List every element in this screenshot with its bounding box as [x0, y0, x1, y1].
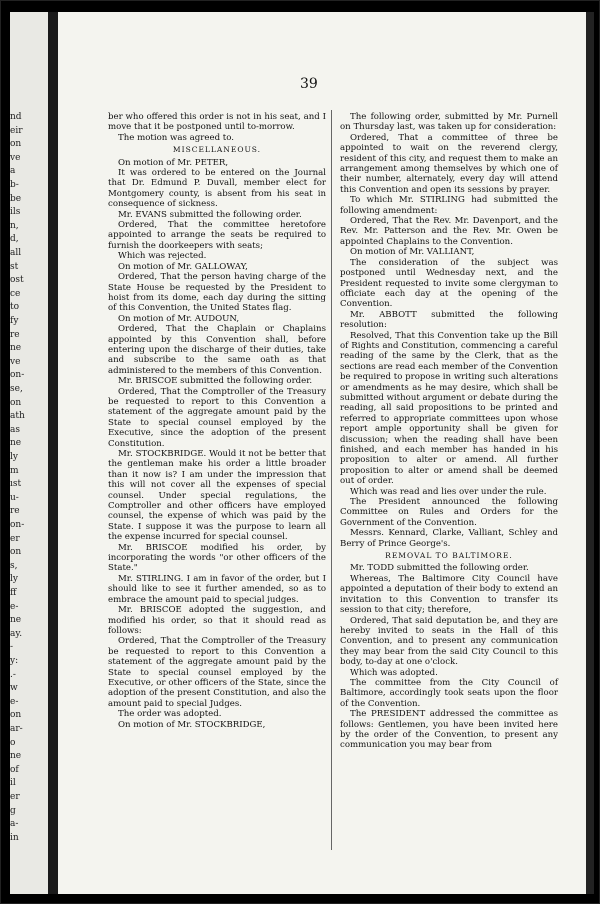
paragraph: Which was adopted.	[350, 667, 438, 678]
paragraph: On motion of Mr. STOCKBRIDGE,	[118, 719, 266, 730]
paragraph: The order was adopted.	[118, 709, 222, 720]
sliver-fragment: ly	[10, 452, 18, 462]
sliver-fragment: d,	[10, 234, 19, 245]
paragraph: The motion was agreed to.	[118, 132, 235, 143]
paragraph: On motion of Mr. AUDOUN,	[118, 313, 240, 324]
sliver-fragment: ne	[10, 615, 22, 626]
paragraph: MISCELLANEOUS.	[172, 145, 262, 155]
paragraph: Mr. BRISCOE adopted the suggestion, and modified his order, so that it should read as follows:	[108, 605, 326, 636]
sliver-fragment: st	[10, 261, 19, 272]
sliver-fragment: ly	[10, 574, 18, 585]
sliver-fragment: m	[10, 465, 19, 476]
sliver-fragment: on	[10, 710, 22, 721]
sliver-fragment: a-	[10, 819, 19, 830]
sliver-fragment: eir	[10, 125, 23, 136]
sliver-fragment: re	[10, 329, 20, 340]
paragraph: Ordered, That the Comptroller of the Treasury be requested to report to this Convention a statement of the aggregate amount paid by the State to special counsel employed by the Executive, since the adoption of the present Constitution.	[108, 386, 326, 449]
sliver-fragment: ils	[10, 207, 21, 218]
paragraph: Mr. STIRLING. I am in favor of the order, but I should like to see it further amended, so as to embrace the amount paid to special judges.	[108, 573, 326, 605]
paragraph: Mr. TODD submitted the following order.	[350, 563, 529, 574]
paragraph: Ordered, That the person having charge of the State House be requested by the President to hoist from its dome, each day during the sitting of this Convention, the United States flag.	[108, 272, 326, 314]
paragraph: Ordered, That the Chaplain or Chaplains appointed by this Convention shall, before entering upon the discharge of their duties, take and subscribe to the same oath as that administered to the members of this Convention.	[108, 324, 326, 376]
paragraph: The consideration of the subject was postponed until Wednesday next, and the President requested to invite some clergyman to officiate each day at the opening of the Convention.	[340, 257, 558, 310]
paragraph: Which was rejected.	[118, 251, 207, 262]
sliver-fragment: ne	[10, 438, 22, 449]
sliver-fragment: all	[10, 248, 22, 258]
paragraph: It was ordered to be entered on the Journal that Dr. Edmund P. Duvall, member elect for Montgomery county, is absent from his seat in consequence of sickness.	[108, 168, 326, 210]
paragraph: The following order, submitted by Mr. Purnell on Thursday last, was taken up for consideration:	[340, 112, 558, 133]
sliver-fragment: il	[10, 778, 16, 789]
paragraph: The President announced the following Committee on Rules and Orders for the Government of the Convention.	[340, 497, 558, 528]
paragraph: Ordered, That said deputation be, and they are hereby invited to seats in the Hall of this Convention, and to present any communication they may bear from the said City Council to this body, to-day at one o'clock.	[340, 615, 558, 668]
sliver-fragment: e-	[10, 601, 19, 612]
paragraph: Ordered, That the Rev. Mr. Davenport, and the Rev. Mr. Patterson and the Rev. Mr. Owen be appointed Chaplains to the Convention.	[340, 216, 558, 247]
sliver-fragment: w	[10, 683, 18, 694]
sliver-fragment: of	[10, 764, 19, 775]
document-page	[58, 12, 586, 894]
sliver-fragment: re	[10, 506, 20, 517]
sliver-fragment: er	[10, 792, 20, 802]
sliver-fragment: b-	[10, 180, 19, 190]
sliver-fragment: -	[10, 642, 14, 653]
column-divider	[331, 110, 332, 850]
sliver-fragment: ve	[10, 356, 21, 367]
sliver-fragment: on-	[10, 520, 25, 530]
paragraph: To which Mr. STIRLING had submitted the following amendment:	[340, 195, 558, 216]
sliver-fragment: in	[10, 832, 19, 843]
paragraph: Ordered, That the Comptroller of the Treasury be requested to report to this Convention a statement of the aggregate amount paid by the State to special counsel employed by the Executive, or other officers of the State, since the adoption of the present Constitution, and also the amount paid to special Judges.	[108, 636, 326, 709]
sliver-fragment: on	[10, 547, 22, 558]
paragraph: Mr. EVANS submitted the following order.	[118, 209, 302, 220]
sliver-fragment: to	[10, 302, 20, 313]
paragraph: Whereas, The Baltimore City Council have appointed a deputation of their body to extend an invitation to this Convention to transfer its session to that city; therefore,	[340, 573, 558, 616]
paragraph: ber who offered this order is not in his seat, and I move that it be postponed until to-morrow.	[108, 112, 326, 133]
paragraph: Ordered, That the committee heretofore appointed to arrange the seats be required to furnish the doorkeepers with seats;	[108, 220, 326, 251]
sliver-fragment: y:	[10, 656, 19, 666]
scan-edge	[586, 12, 594, 894]
sliver-fragment: ost	[10, 275, 24, 286]
sliver-fragment: ıst	[10, 479, 22, 490]
sliver-fragment: be	[10, 193, 22, 204]
paragraph: Mr. BRISCOE submitted the following order.	[118, 376, 313, 387]
paragraph: Mr. STOCKBRIDGE. Would it not be better that the gentleman make his order a little broader than it now is? I am under the impression that this will not cover all the expenses of special counsel. Under special regulations, the Comptroller and other officers have employed counsel, the expense of which was paid by the State. I suppose it was the purpose to learn all the expense incurred for special counsel.	[108, 449, 326, 543]
book-gutter	[48, 12, 58, 894]
paragraph: The PRESIDENT addressed the committee as follows: Gentlemen, you have been invited here by the order of the Convention, to present any communication you may bear from	[340, 709, 558, 751]
sliver-fragment: e-	[10, 696, 19, 707]
sliver-fragment: on	[10, 397, 22, 408]
paragraph: Mr. ABBOTT submitted the following resolution:	[340, 309, 558, 331]
right-column	[340, 112, 558, 751]
sliver-fragment: ath	[10, 411, 25, 422]
paragraph: Mr. BRISCOE modified his order, by incorporating the words "or other officers of the State."	[108, 542, 326, 574]
sliver-fragment: s,	[10, 560, 18, 571]
sliver-fragment: er	[10, 533, 20, 544]
sliver-fragment: n,	[10, 220, 19, 231]
sliver-fragment: ve	[10, 152, 21, 163]
sliver-fragment: o	[10, 737, 16, 748]
paragraph: On motion of Mr. GALLOWAY,	[118, 261, 248, 272]
sliver-fragment: se,	[10, 384, 23, 394]
paragraph: On motion of Mr. PETER,	[118, 157, 229, 168]
paragraph: The committee from the City Council of Baltimore, accordingly took seats upon the floor of the Convention.	[340, 677, 558, 709]
paragraph: Resolved, That this Convention take up the Bill of Rights and Constitution, commencing a careful reading of the same by the Clerk, that as the sections are read each member of the Convention be required to propose in writing such alterations or amendments as he may desire, which shall be submitted without argument or debate during the reading, all said propositions to be printed and referred to appropriate committees upon whose report ample opportunity shall be given for discussion; when the reading shall have been finished, and each member has handed in his proposition to alter or amend. All further proposition to alter or amend shall be deemed out of order.	[340, 330, 559, 487]
page-number: 39	[300, 76, 318, 92]
adjacent-page-sliver	[10, 12, 48, 894]
sliver-fragment: a	[10, 166, 16, 177]
sliver-fragment: ay.	[10, 628, 23, 639]
sliver-fragment: .-	[10, 669, 16, 680]
paragraph: Messrs. Kennard, Clarke, Valliant, Schley and Berry of Prince George's.	[340, 528, 558, 549]
sliver-fragment: u-	[10, 492, 19, 503]
sliver-fragment: ne	[10, 343, 22, 354]
sliver-fragment: on-	[10, 370, 25, 381]
sliver-fragment: g	[10, 805, 16, 816]
paragraph: On motion of Mr. VALLIANT,	[350, 247, 475, 258]
sliver-fragment: fy	[10, 316, 19, 326]
sliver-fragment: ff	[10, 588, 17, 598]
paragraph: Which was read and lies over under the rule.	[350, 486, 547, 497]
sliver-fragment: on	[10, 139, 22, 150]
paragraph: REMOVAL TO BALTIMORE.	[385, 551, 513, 561]
sliver-fragment: ne	[10, 751, 22, 762]
sliver-fragment: as	[10, 424, 20, 435]
sliver-fragment: ce	[10, 288, 21, 299]
sliver-fragment: nd	[10, 112, 22, 122]
left-column	[108, 112, 326, 730]
sliver-fragment: ar-	[10, 724, 23, 734]
paragraph: Ordered, That a committee of three be appointed to wait on the reverend clergy, resident of this city, and request them to make an arrangement among themselves by which one of their number, alternately, every day will attend this Convention and open its sessions by prayer.	[340, 132, 558, 195]
